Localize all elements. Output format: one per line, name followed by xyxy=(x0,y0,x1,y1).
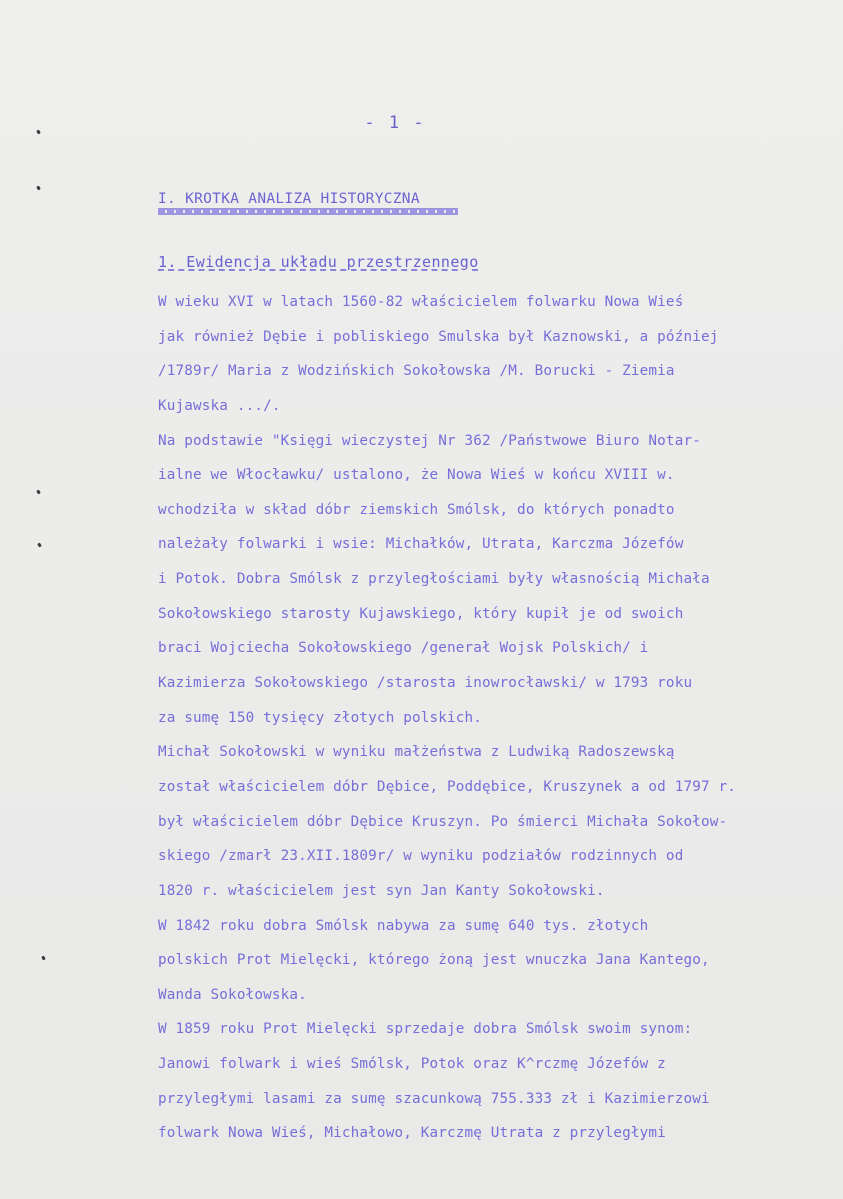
text-line: Na podstawie "Księgi wieczystej Nr 362 /Państwowe Biuro Notar- xyxy=(158,432,701,449)
margin-mark xyxy=(41,956,46,961)
text-line: braci Wojciecha Sokołowskiego /generał Wojsk Polskich/ i xyxy=(158,640,649,657)
body-text xyxy=(158,285,838,1151)
margin-mark xyxy=(37,543,42,548)
text-line: ialne we Włocławku/ ustalono, że Nowa Wieś w końcu XVIII w. xyxy=(158,467,675,484)
text-line: W wieku XVI w latach 1560-82 właścicielem folwarku Nowa Wieś xyxy=(158,294,684,310)
text-line: Kazimierza Sokołowskiego /starosta inowrocławski/ w 1793 roku xyxy=(158,675,693,692)
text-line: został właścicielem dóbr Dębice, Poddębice, Kruszynek a od 1797 r. xyxy=(158,778,736,795)
text-line: W 1859 roku Prot Mielęcki sprzedaje dobra Smólsk swoim synom: xyxy=(158,1021,693,1038)
margin-mark xyxy=(36,186,41,191)
text-line: folwark Nowa Wieś, Michałowo, Karczmę Utrata z przyległymi xyxy=(158,1125,666,1142)
text-line: Janowi folwark i wieś Smólsk, Potok oraz K^rczmę Józefów z xyxy=(158,1056,666,1073)
subheading: 1. Ewidencja układu przestrzennego xyxy=(158,253,479,271)
text-line: i Potok. Dobra Smólsk z przyległościami były własnością Michała xyxy=(158,571,710,588)
margin-mark xyxy=(36,490,41,495)
section-heading: I. KROTKA ANALIZA HISTORYCZNA xyxy=(158,191,420,207)
text-line: skiego /zmarł 23.XII.1809r/ w wyniku podziałów rodzinnych od xyxy=(158,848,684,865)
text-line: za sumę 150 tysięcy złotych polskich. xyxy=(158,709,483,726)
text-line: Kujawska .../. xyxy=(158,397,281,414)
heading-double-underline xyxy=(158,208,458,215)
page-number: - 1 - xyxy=(364,113,426,133)
text-line: należały folwarki i wsie: Michałków, Utrata, Karczma Józefów xyxy=(158,536,684,553)
text-line: Michał Sokołowski w wyniku małżeństwa z Ludwiką Radoszewską xyxy=(158,744,675,761)
text-line: Wanda Sokołowska. xyxy=(158,986,307,1003)
text-line: był właścicielem dóbr Dębice Kruszyn. Po śmierci Michała Sokołow- xyxy=(158,813,728,830)
text-line: Sokołowskiego starosty Kujawskiego, który kupił je od swoich xyxy=(158,605,684,622)
text-line: jak również Dębie i pobliskiego Smulska był Kaznowski, a później xyxy=(158,328,719,345)
text-line: /1789r/ Maria z Wodzińskich Sokołowska /M. Borucki - Ziemia xyxy=(158,363,675,380)
text-line: wchodziła w skład dóbr ziemskich Smólsk, do których ponadto xyxy=(158,501,675,518)
text-line: przyległymi lasami za sumę szacunkową 755.333 zł i Kazimierzowi xyxy=(158,1090,710,1107)
text-line: polskich Prot Mielęcki, którego żoną jest wnuczka Jana Kantego, xyxy=(158,952,710,969)
text-line: W 1842 roku dobra Smólsk nabywa za sumę 640 tys. złotych xyxy=(158,917,649,934)
text-line: 1820 r. właścicielem jest syn Jan Kanty Sokołowski. xyxy=(158,882,605,899)
